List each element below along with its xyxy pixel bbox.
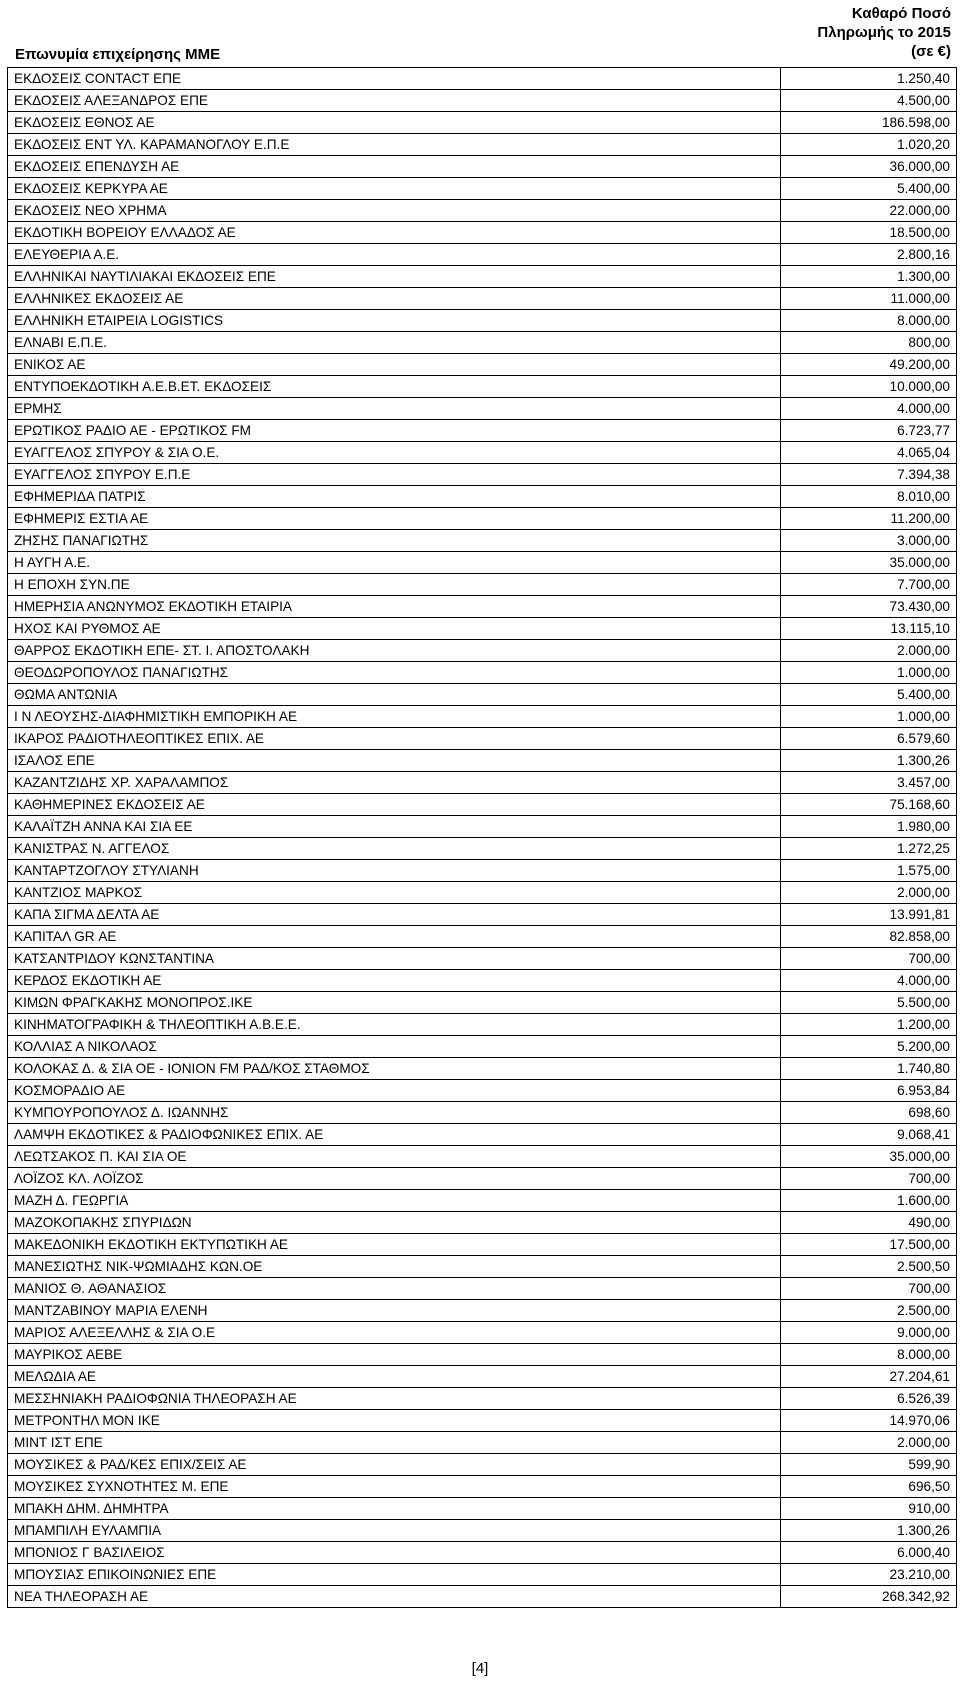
amount-cell: 5.400,00 bbox=[781, 684, 957, 706]
company-name-cell: ΚΑΝΤΑΡΤΖΟΓΛΟΥ ΣΤΥΛΙΑΝΗ bbox=[8, 860, 781, 882]
table-row bbox=[8, 1366, 957, 1388]
table-row bbox=[8, 1432, 957, 1454]
table-row bbox=[8, 200, 957, 222]
table-row bbox=[8, 926, 957, 948]
amount-cell: 9.000,00 bbox=[781, 1322, 957, 1344]
company-name-cell: ΚΟΣΜΟΡΑΔΙΟ ΑΕ bbox=[8, 1080, 781, 1102]
amount-cell: 73.430,00 bbox=[781, 596, 957, 618]
table-row bbox=[8, 1146, 957, 1168]
company-name-cell: ΜΕΛΩΔΙΑ ΑΕ bbox=[8, 1366, 781, 1388]
amount-cell: 18.500,00 bbox=[781, 222, 957, 244]
amount-cell: 4.500,00 bbox=[781, 90, 957, 112]
amount-cell: 599,90 bbox=[781, 1454, 957, 1476]
company-name-cell: ΜΟΥΣΙΚΕΣ ΣΥΧΝΟΤΗΤΕΣ Μ. ΕΠΕ bbox=[8, 1476, 781, 1498]
company-name-cell: ΚΥΜΠΟΥΡΟΠΟΥΛΟΣ Δ. ΙΩΑΝΝΗΣ bbox=[8, 1102, 781, 1124]
table-row bbox=[8, 1212, 957, 1234]
table-row bbox=[8, 222, 957, 244]
amount-cell: 36.000,00 bbox=[781, 156, 957, 178]
amount-cell: 2.000,00 bbox=[781, 1432, 957, 1454]
amount-cell: 7.394,38 bbox=[781, 464, 957, 486]
company-name-cell: ΚΙΝΗΜΑΤΟΓΡΑΦΙΚΗ & ΤΗΛΕΟΠΤΙΚΗ Α.Β.Ε.Ε. bbox=[8, 1014, 781, 1036]
table-row bbox=[8, 1080, 957, 1102]
amount-header-line-2: Πληρωμής το 2015 bbox=[817, 24, 951, 41]
table-row bbox=[8, 508, 957, 530]
company-name-cell: ΕΡΜΗΣ bbox=[8, 398, 781, 420]
amount-cell: 11.000,00 bbox=[781, 288, 957, 310]
amount-cell: 35.000,00 bbox=[781, 1146, 957, 1168]
amount-cell: 5.200,00 bbox=[781, 1036, 957, 1058]
table-row bbox=[8, 1278, 957, 1300]
table-row bbox=[8, 596, 957, 618]
amount-cell: 1.250,40 bbox=[781, 68, 957, 90]
company-name-cell: ΜΟΥΣΙΚΕΣ & ΡΑΔ/ΚΕΣ ΕΠΙΧ/ΣΕΙΣ ΑΕ bbox=[8, 1454, 781, 1476]
table-row bbox=[8, 882, 957, 904]
company-name-cell: Η ΑΥΓΗ Α.Ε. bbox=[8, 552, 781, 574]
company-name-cell: ΗΧΟΣ ΚΑΙ ΡΥΘΜΟΣ ΑΕ bbox=[8, 618, 781, 640]
amount-cell: 490,00 bbox=[781, 1212, 957, 1234]
table-row bbox=[8, 178, 957, 200]
amount-cell: 1.200,00 bbox=[781, 1014, 957, 1036]
table-row bbox=[8, 112, 957, 134]
amount-cell: 1.740,80 bbox=[781, 1058, 957, 1080]
amount-cell: 4.000,00 bbox=[781, 398, 957, 420]
table-row bbox=[8, 618, 957, 640]
table-row bbox=[8, 728, 957, 750]
company-name-cell: ΜΠΑΜΠΙΛΗ ΕΥΛΑΜΠΙΑ bbox=[8, 1520, 781, 1542]
company-name-cell: Ι Ν ΛΕΟΥΣΗΣ-ΔΙΑΦΗΜΙΣΤΙΚΗ ΕΜΠΟΡΙΚΗ ΑΕ bbox=[8, 706, 781, 728]
company-name-cell: ΜΙΝΤ ΙΣΤ ΕΠΕ bbox=[8, 1432, 781, 1454]
company-name-cell: ΛΟΪΖΟΣ ΚΛ. ΛΟΪΖΟΣ bbox=[8, 1168, 781, 1190]
table-row bbox=[8, 332, 957, 354]
company-name-cell: ΙΚΑΡΟΣ ΡΑΔΙΟΤΗΛΕΟΠΤΙΚΕΣ ΕΠΙΧ. ΑΕ bbox=[8, 728, 781, 750]
company-name-cell: ΕΚΔΟΣΕΙΣ ΕΝΤ ΥΛ. ΚΑΡΑΜΑΝΟΓΛΟΥ Ε.Π.Ε bbox=[8, 134, 781, 156]
amount-cell: 49.200,00 bbox=[781, 354, 957, 376]
table-row bbox=[8, 970, 957, 992]
table-row bbox=[8, 1520, 957, 1542]
company-name-cell: ΕΚΔΟΣΕΙΣ ΝΕΟ ΧΡΗΜΑ bbox=[8, 200, 781, 222]
amount-header-line-3: (σε €) bbox=[911, 43, 951, 60]
amount-cell: 8.000,00 bbox=[781, 310, 957, 332]
table-row bbox=[8, 1542, 957, 1564]
amount-cell: 17.500,00 bbox=[781, 1234, 957, 1256]
table-row bbox=[8, 1300, 957, 1322]
company-name-cell: ΚΑΖΑΝΤΖΙΔΗΣ ΧΡ. ΧΑΡΑΛΑΜΠΟΣ bbox=[8, 772, 781, 794]
company-name-cell: ΜΠΑΚΗ ΔΗΜ. ΔΗΜΗΤΡΑ bbox=[8, 1498, 781, 1520]
amount-cell: 8.000,00 bbox=[781, 1344, 957, 1366]
company-name-cell: Η ΕΠΟΧΗ ΣΥΝ.ΠΕ bbox=[8, 574, 781, 596]
table-header bbox=[7, 0, 957, 68]
table-row bbox=[8, 904, 957, 926]
table-row bbox=[8, 750, 957, 772]
table-row bbox=[8, 838, 957, 860]
table-row bbox=[8, 1124, 957, 1146]
table-row bbox=[8, 1586, 957, 1608]
table-row bbox=[8, 1564, 957, 1586]
company-name-cell: ΚΑΠΙΤΑΛ GR ΑΕ bbox=[8, 926, 781, 948]
company-name-cell: ΗΜΕΡΗΣΙΑ ΑΝΩΝΥΜΟΣ ΕΚΔΟΤΙΚΗ ΕΤΑΙΡΙΑ bbox=[8, 596, 781, 618]
company-name-cell: ΕΛΛΗΝΙΚΗ ΕΤΑΙΡΕΙΑ LOGISTICS bbox=[8, 310, 781, 332]
company-column-header: Επωνυμία επιχείρησης ΜΜΕ bbox=[15, 46, 221, 63]
table-row bbox=[8, 1454, 957, 1476]
company-name-cell: ΕΝΙΚΟΣ ΑΕ bbox=[8, 354, 781, 376]
company-name-cell: ΕΚΔΟΣΕΙΣ ΚΕΡΚΥΡΑ ΑΕ bbox=[8, 178, 781, 200]
company-name-cell: ΚΑΝΙΣΤΡΑΣ Ν. ΑΓΓΕΛΟΣ bbox=[8, 838, 781, 860]
table-row bbox=[8, 288, 957, 310]
company-name-cell: ΘΑΡΡΟΣ ΕΚΔΟΤΙΚΗ ΕΠΕ- ΣΤ. Ι. ΑΠΟΣΤΟΛΑΚΗ bbox=[8, 640, 781, 662]
amount-cell: 1.000,00 bbox=[781, 662, 957, 684]
table-row bbox=[8, 794, 957, 816]
amount-cell: 11.200,00 bbox=[781, 508, 957, 530]
table-row bbox=[8, 1168, 957, 1190]
table-row bbox=[8, 1014, 957, 1036]
table-row bbox=[8, 574, 957, 596]
amount-cell: 82.858,00 bbox=[781, 926, 957, 948]
company-name-cell: ΜΑΡΙΟΣ ΑΛΕΞΕΛΛΗΣ & ΣΙΑ Ο.Ε bbox=[8, 1322, 781, 1344]
amount-cell: 2.500,50 bbox=[781, 1256, 957, 1278]
table-row bbox=[8, 948, 957, 970]
table-row bbox=[8, 1388, 957, 1410]
table-row bbox=[8, 354, 957, 376]
amount-cell: 186.598,00 bbox=[781, 112, 957, 134]
company-name-cell: ΚΙΜΩΝ ΦΡΑΓΚΑΚΗΣ ΜΟΝΟΠΡΟΣ.ΙΚΕ bbox=[8, 992, 781, 1014]
amount-cell: 3.457,00 bbox=[781, 772, 957, 794]
company-name-cell: ΜΑΖΟΚΟΠΑΚΗΣ ΣΠΥΡΙΔΩΝ bbox=[8, 1212, 781, 1234]
amount-cell: 13.115,10 bbox=[781, 618, 957, 640]
amount-cell: 1.980,00 bbox=[781, 816, 957, 838]
amount-cell: 5.500,00 bbox=[781, 992, 957, 1014]
company-name-cell: ΖΗΣΗΣ ΠΑΝΑΓΙΩΤΗΣ bbox=[8, 530, 781, 552]
company-name-cell: ΜΠΟΥΣΙΑΣ ΕΠΙΚΟΙΝΩΝΙΕΣ ΕΠΕ bbox=[8, 1564, 781, 1586]
company-name-cell: ΕΦΗΜΕΡΙΣ ΕΣΤΙΑ ΑΕ bbox=[8, 508, 781, 530]
table-row bbox=[8, 1322, 957, 1344]
company-name-cell: ΚΑΤΣΑΝΤΡΙΔΟΥ ΚΩΝΣΤΑΝΤΙΝΑ bbox=[8, 948, 781, 970]
table-row bbox=[8, 442, 957, 464]
table-row bbox=[8, 398, 957, 420]
amount-cell: 4.000,00 bbox=[781, 970, 957, 992]
table-row bbox=[8, 90, 957, 112]
amount-cell: 6.723,77 bbox=[781, 420, 957, 442]
amount-cell: 6.526,39 bbox=[781, 1388, 957, 1410]
amount-cell: 2.500,00 bbox=[781, 1300, 957, 1322]
company-name-cell: ΜΠΟΝΙΟΣ Γ ΒΑΣΙΛΕΙΟΣ bbox=[8, 1542, 781, 1564]
table-row bbox=[8, 530, 957, 552]
amount-cell: 27.204,61 bbox=[781, 1366, 957, 1388]
amount-cell: 1.300,26 bbox=[781, 1520, 957, 1542]
amount-cell: 7.700,00 bbox=[781, 574, 957, 596]
amount-cell: 22.000,00 bbox=[781, 200, 957, 222]
table-row bbox=[8, 1344, 957, 1366]
amount-column-header bbox=[721, 4, 951, 61]
amount-cell: 75.168,60 bbox=[781, 794, 957, 816]
company-name-cell: ΕΦΗΜΕΡΙΔΑ ΠΑΤΡΙΣ bbox=[8, 486, 781, 508]
amount-cell: 700,00 bbox=[781, 948, 957, 970]
amount-cell: 696,50 bbox=[781, 1476, 957, 1498]
company-name-cell: ΕΚΔΟΤΙΚΗ ΒΟΡΕΙΟΥ ΕΛΛΑΔΟΣ ΑΕ bbox=[8, 222, 781, 244]
table-row bbox=[8, 464, 957, 486]
table-row bbox=[8, 1036, 957, 1058]
table-row bbox=[8, 1190, 957, 1212]
company-name-cell: ΕΛΝΑΒΙ Ε.Π.Ε. bbox=[8, 332, 781, 354]
table-row bbox=[8, 310, 957, 332]
table-row bbox=[8, 1058, 957, 1080]
amount-cell: 698,60 bbox=[781, 1102, 957, 1124]
amount-cell: 1.300,26 bbox=[781, 750, 957, 772]
amount-cell: 700,00 bbox=[781, 1168, 957, 1190]
amount-cell: 2.000,00 bbox=[781, 882, 957, 904]
company-name-cell: ΜΑΝΤΖΑΒΙΝΟΥ ΜΑΡΙΑ ΕΛΕΝΗ bbox=[8, 1300, 781, 1322]
amount-cell: 2.800,16 bbox=[781, 244, 957, 266]
company-name-cell: ΚΑΘΗΜΕΡΙΝΕΣ ΕΚΔΟΣΕΙΣ ΑΕ bbox=[8, 794, 781, 816]
amount-cell: 23.210,00 bbox=[781, 1564, 957, 1586]
table-row bbox=[8, 552, 957, 574]
company-name-cell: ΚΑΝΤΖΙΟΣ ΜΑΡΚΟΣ bbox=[8, 882, 781, 904]
company-name-cell: ΛΕΩΤΣΑΚΟΣ Π. ΚΑΙ ΣΙΑ ΟΕ bbox=[8, 1146, 781, 1168]
table-row bbox=[8, 860, 957, 882]
company-name-cell: ΕΚΔΟΣΕΙΣ ΕΠΕΝΔΥΣΗ ΑΕ bbox=[8, 156, 781, 178]
table-row bbox=[8, 156, 957, 178]
table-row bbox=[8, 68, 957, 90]
amount-cell: 35.000,00 bbox=[781, 552, 957, 574]
company-name-cell: ΚΕΡΔΟΣ ΕΚΔΟΤΙΚΗ ΑΕ bbox=[8, 970, 781, 992]
amount-cell: 5.400,00 bbox=[781, 178, 957, 200]
amount-cell: 1.020,20 bbox=[781, 134, 957, 156]
company-name-cell: ΚΟΛΛΙΑΣ Α ΝΙΚΟΛΑΟΣ bbox=[8, 1036, 781, 1058]
amount-cell: 10.000,00 bbox=[781, 376, 957, 398]
table-row bbox=[8, 662, 957, 684]
company-name-cell: ΜΑΝΕΣΙΩΤΗΣ ΝΙΚ-ΨΩΜΙΑΔΗΣ ΚΩΝ.ΟΕ bbox=[8, 1256, 781, 1278]
amount-cell: 268.342,92 bbox=[781, 1586, 957, 1608]
company-name-cell: ΙΣΑΛΟΣ ΕΠΕ bbox=[8, 750, 781, 772]
table-row bbox=[8, 640, 957, 662]
company-name-cell: ΕΡΩΤΙΚΟΣ ΡΑΔΙΟ ΑΕ - ΕΡΩΤΙΚΟΣ FM bbox=[8, 420, 781, 442]
amount-cell: 6.953,84 bbox=[781, 1080, 957, 1102]
company-name-cell: ΘΩΜΑ ΑΝΤΩΝΙΑ bbox=[8, 684, 781, 706]
amount-cell: 1.600,00 bbox=[781, 1190, 957, 1212]
company-name-cell: ΚΟΛΟΚΑΣ Δ. & ΣΙΑ ΟΕ - IONION FM ΡΑΔ/ΚΟΣ ΣΤΑΘΜΟΣ bbox=[8, 1058, 781, 1080]
company-name-cell: ΕΛΛΗΝΙΚΕΣ ΕΚΔΟΣΕΙΣ ΑΕ bbox=[8, 288, 781, 310]
amount-cell: 9.068,41 bbox=[781, 1124, 957, 1146]
amount-cell: 13.991,81 bbox=[781, 904, 957, 926]
table-row bbox=[8, 486, 957, 508]
table-row bbox=[8, 992, 957, 1014]
company-name-cell: ΜΑΥΡΙΚΟΣ ΑΕΒΕ bbox=[8, 1344, 781, 1366]
table-row bbox=[8, 244, 957, 266]
company-name-cell: ΜΕΤΡΟΝΤΗΛ ΜΟΝ ΙΚΕ bbox=[8, 1410, 781, 1432]
table-row bbox=[8, 772, 957, 794]
company-name-cell: ΚΑΠΑ ΣΙΓΜΑ ΔΕΛΤΑ ΑΕ bbox=[8, 904, 781, 926]
company-name-cell: ΝΕΑ ΤΗΛΕΟΡΑΣΗ ΑΕ bbox=[8, 1586, 781, 1608]
table-row bbox=[8, 1410, 957, 1432]
company-name-cell: ΚΑΛΑΪΤΖΗ ΑΝΝΑ ΚΑΙ ΣΙΑ ΕΕ bbox=[8, 816, 781, 838]
company-name-cell: ΕΚΔΟΣΕΙΣ ΑΛΕΞΑΝΔΡΟΣ ΕΠΕ bbox=[8, 90, 781, 112]
table-row bbox=[8, 684, 957, 706]
amount-cell: 1.300,00 bbox=[781, 266, 957, 288]
table-row bbox=[8, 420, 957, 442]
amount-cell: 1.272,25 bbox=[781, 838, 957, 860]
company-name-cell: ΜΑΖΗ Δ. ΓΕΩΡΓΙΑ bbox=[8, 1190, 781, 1212]
amount-cell: 1.000,00 bbox=[781, 706, 957, 728]
table-row bbox=[8, 706, 957, 728]
table-row bbox=[8, 1102, 957, 1124]
amount-cell: 3.000,00 bbox=[781, 530, 957, 552]
page-number: [4] bbox=[471, 1660, 489, 1677]
amount-cell: 4.065,04 bbox=[781, 442, 957, 464]
table-row bbox=[8, 134, 957, 156]
amount-cell: 700,00 bbox=[781, 1278, 957, 1300]
amount-cell: 6.579,60 bbox=[781, 728, 957, 750]
table-row bbox=[8, 376, 957, 398]
company-name-cell: ΕΥΑΓΓΕΛΟΣ ΣΠΥΡΟΥ & ΣΙΑ Ο.Ε. bbox=[8, 442, 781, 464]
company-name-cell: ΜΑΚΕΔΟΝΙΚΗ ΕΚΔΟΤΙΚΗ ΕΚΤΥΠΩΤΙΚΗ ΑΕ bbox=[8, 1234, 781, 1256]
company-name-cell: ΜΕΣΣΗΝΙΑΚΗ ΡΑΔΙΟΦΩΝΙΑ ΤΗΛΕΟΡΑΣΗ ΑΕ bbox=[8, 1388, 781, 1410]
amount-cell: 8.010,00 bbox=[781, 486, 957, 508]
company-name-cell: ΕΛΕΥΘΕΡΙΑ Α.Ε. bbox=[8, 244, 781, 266]
payments-table bbox=[7, 67, 957, 1608]
company-name-cell: ΕΚΔΟΣΕΙΣ CONTACT ΕΠΕ bbox=[8, 68, 781, 90]
table-row bbox=[8, 266, 957, 288]
amount-cell: 1.575,00 bbox=[781, 860, 957, 882]
table-row bbox=[8, 1256, 957, 1278]
amount-cell: 14.970,06 bbox=[781, 1410, 957, 1432]
company-name-cell: ΕΝΤΥΠΟΕΚΔΟΤΙΚΗ Α.Ε.Β.ΕΤ. ΕΚΔΟΣΕΙΣ bbox=[8, 376, 781, 398]
amount-cell: 2.000,00 bbox=[781, 640, 957, 662]
table-row bbox=[8, 1498, 957, 1520]
company-name-cell: ΕΚΔΟΣΕΙΣ ΕΘΝΟΣ ΑΕ bbox=[8, 112, 781, 134]
company-name-cell: ΘΕΟΔΩΡΟΠΟΥΛΟΣ ΠΑΝΑΓΙΩΤΗΣ bbox=[8, 662, 781, 684]
company-name-cell: ΜΑΝΙΟΣ Θ. ΑΘΑΝΑΣΙΟΣ bbox=[8, 1278, 781, 1300]
table-row bbox=[8, 816, 957, 838]
company-name-cell: ΛΑΜΨΗ ΕΚΔΟΤΙΚΕΣ & ΡΑΔΙΟΦΩΝΙΚΕΣ ΕΠΙΧ. ΑΕ bbox=[8, 1124, 781, 1146]
amount-cell: 800,00 bbox=[781, 332, 957, 354]
table-row bbox=[8, 1234, 957, 1256]
table-row bbox=[8, 1476, 957, 1498]
amount-cell: 910,00 bbox=[781, 1498, 957, 1520]
amount-header-line-1: Καθαρό Ποσό bbox=[851, 5, 951, 22]
company-name-cell: ΕΥΑΓΓΕΛΟΣ ΣΠΥΡΟΥ Ε.Π.Ε bbox=[8, 464, 781, 486]
company-name-cell: ΕΛΛΗΝΙΚΑΙ ΝΑΥΤΙΛΙΑΚΑΙ ΕΚΔΟΣΕΙΣ ΕΠΕ bbox=[8, 266, 781, 288]
amount-cell: 6.000,40 bbox=[781, 1542, 957, 1564]
